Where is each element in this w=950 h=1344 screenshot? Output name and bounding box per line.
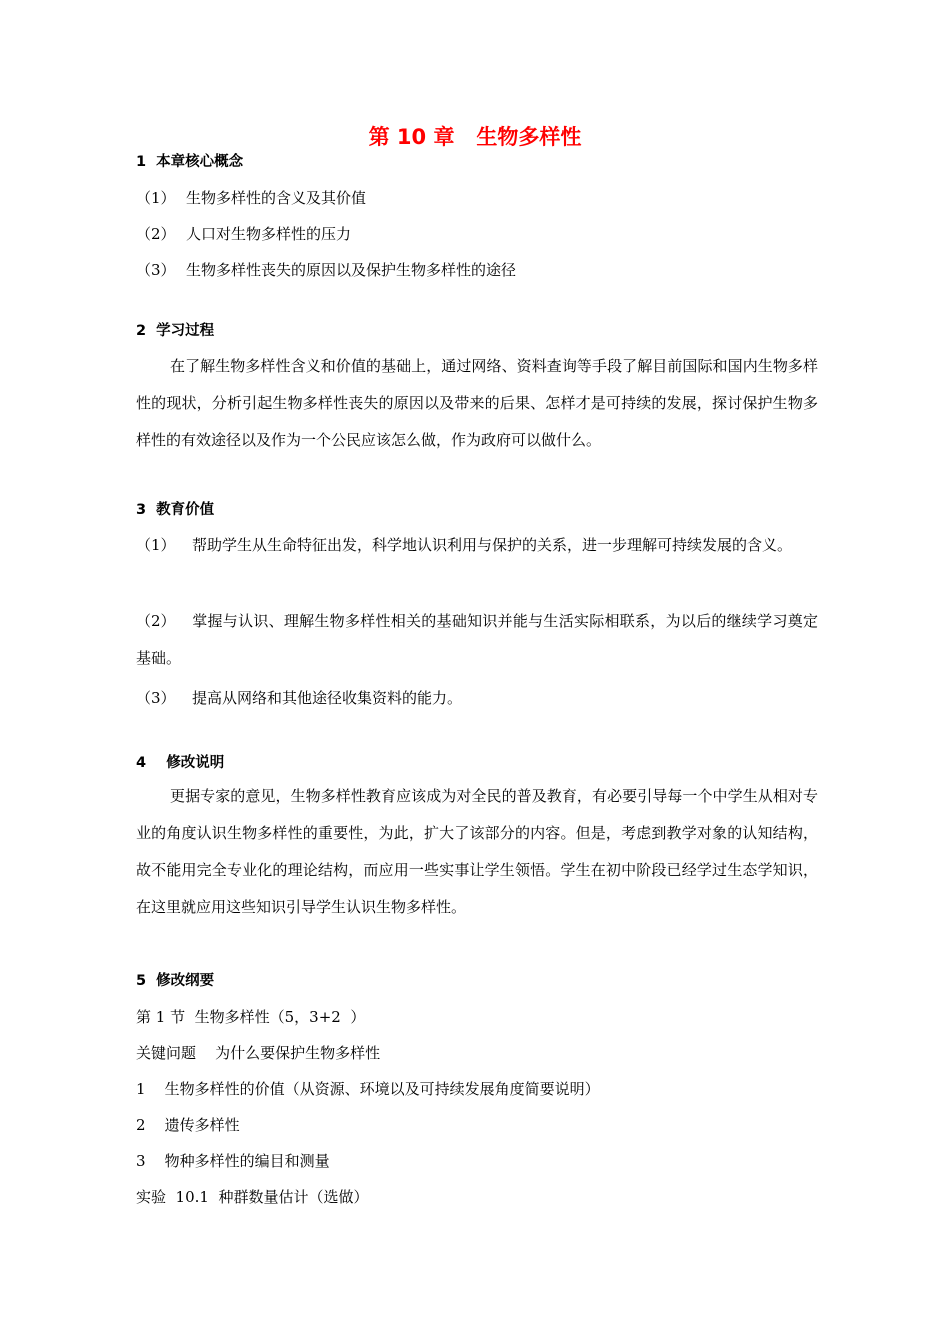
item-number: （3）	[136, 689, 176, 707]
section-heading-revision-notes: 4 修改说明	[136, 755, 225, 771]
outline-line: 3 物种多样性的编目和测量	[136, 1152, 330, 1170]
item-number: （2）	[136, 612, 176, 630]
section-heading-revision-outline: 5 修改纲要	[136, 973, 215, 989]
item-text: 掌握与认识、理解生物多样性相关的基础知识并能与生活实际相联系，为以后的继续学习奠定基础。	[136, 612, 818, 667]
item-number: （2）	[136, 225, 176, 243]
section-heading-educational-value: 3 教育价值	[136, 502, 215, 518]
paragraph-learning-process: 在了解生物多样性含义和价值的基础上，通过网络、资料查询等手段了解目前国际和国内生物多样性的现状，分析引起生物多样性丧失的原因以及带来的后果、怎样才是可持续的发展，探讨保护生物多样性的有效途径以及作为一个公民应该怎么做，作为政府可以做什么。	[136, 357, 818, 449]
item-number: （1）	[136, 189, 176, 207]
list-item	[136, 603, 818, 677]
outline-line: 关键问题 为什么要保护生物多样性	[136, 1044, 381, 1062]
item-text: 帮助学生从生命特征出发，科学地认识利用与保护的关系，进一步理解可持续发展的含义。	[192, 536, 793, 554]
list-item	[136, 527, 818, 564]
chapter-title: 第 10 章 生物多样性	[368, 125, 582, 149]
item-text: 提高从网络和其他途径收集资料的能力。	[192, 689, 463, 707]
outline-line: 实验 10.1 种群数量估计（选做）	[136, 1188, 369, 1206]
section-heading-core-concepts: 1 本章核心概念	[136, 154, 244, 170]
outline-line: 1 生物多样性的价值（从资源、环境以及可持续发展角度简要说明）	[136, 1080, 600, 1098]
item-text: 人口对生物多样性的压力	[186, 225, 352, 243]
item-text: 生物多样性丧失的原因以及保护生物多样性的途径	[186, 261, 517, 279]
paragraph-revision-notes: 更据专家的意见，生物多样性教育应该成为对全民的普及教育，有必要引导每一个中学生从相对专业的角度认识生物多样性的重要性，为此，扩大了该部分的内容。但是，考虑到教学对象的认知结构，故不能用完全专业化的理论结构，而应用一些实事让学生领悟。学生在初中阶段已经学过生态学知识，在这里就应用这些知识引导学生认识生物多样性。	[136, 787, 818, 916]
item-number: （1）	[136, 536, 176, 554]
list-item	[136, 680, 818, 717]
list-item	[136, 223, 826, 245]
outline-line: 2 遗传多样性	[136, 1116, 240, 1134]
section-heading-learning-process: 2 学习过程	[136, 323, 215, 339]
item-text: 生物多样性的含义及其价值	[186, 189, 367, 207]
list-item	[136, 187, 826, 209]
list-item	[136, 259, 826, 281]
outline-line: 第 1 节 生物多样性（5，3+2 ）	[136, 1008, 366, 1026]
item-number: （3）	[136, 261, 176, 279]
